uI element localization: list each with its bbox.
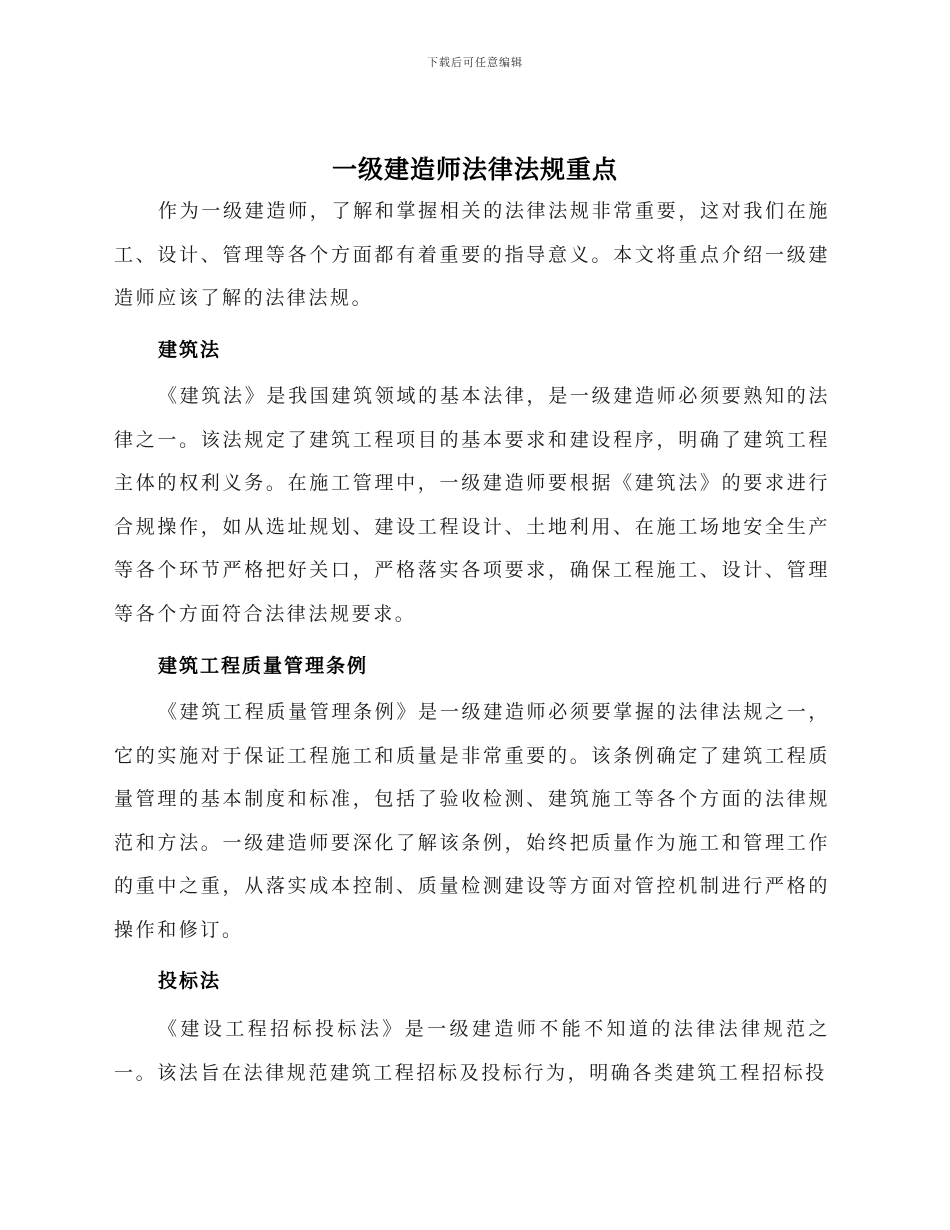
page-title: 一级建造师法律法规重点 (331, 155, 618, 184)
section-heading-bidding-law: 投标法 (158, 970, 222, 992)
section-body-bidding-law: 《建设工程招标投标法》是一级建造师不能不知道的法律法律规范之一。该法旨在法律规范建筑工程招标及投标行为，明确各类建筑工程招标投 (114, 1018, 830, 1084)
section-heading-building-law: 建筑法 (158, 339, 222, 361)
section-body-quality-regulation: 《建筑工程质量管理条例》是一级建造师必须要掌握的法律法规之一，它的实施对于保证工程施工和质量是非常重要的。该条例确定了建筑工程质量管理的基本制度和标准，包括了验收检测、建筑施工等各个方面的法律规范和方法。一级建造师要深化了解该条例，始终把质量作为施工和管理工作的重中之重，从落实成本控制、质量检测建设等方面对管控机制进行严格的操作和修订。 (114, 701, 830, 941)
section-body-building-law: 《建筑法》是我国建筑领域的基本法律，是一级建造师必须要熟知的法律之一。该法规定了建筑工程项目的基本要求和建设程序，明确了建筑工程主体的权利义务。在施工管理中，一级建造师要根据《建筑法》的要求进行合规操作，如从选址规划、建设工程设计、土地利用、在施工场地安全生产等各个环节严格把好关口，严格落实各项要求，确保工程施工、设计、管理等各个方面符合法律法规要求。 (114, 385, 830, 625)
section-heading-quality-regulation: 建筑工程质量管理条例 (158, 655, 369, 677)
header-note: 下载后可任意编辑 (427, 56, 523, 69)
intro-paragraph: 作为一级建造师，了解和掌握相关的法律法规非常重要，这对我们在施工、设计、管理等各个方面都有着重要的指导意义。本文将重点介绍一级建造师应该了解的法律法规。 (114, 200, 830, 309)
